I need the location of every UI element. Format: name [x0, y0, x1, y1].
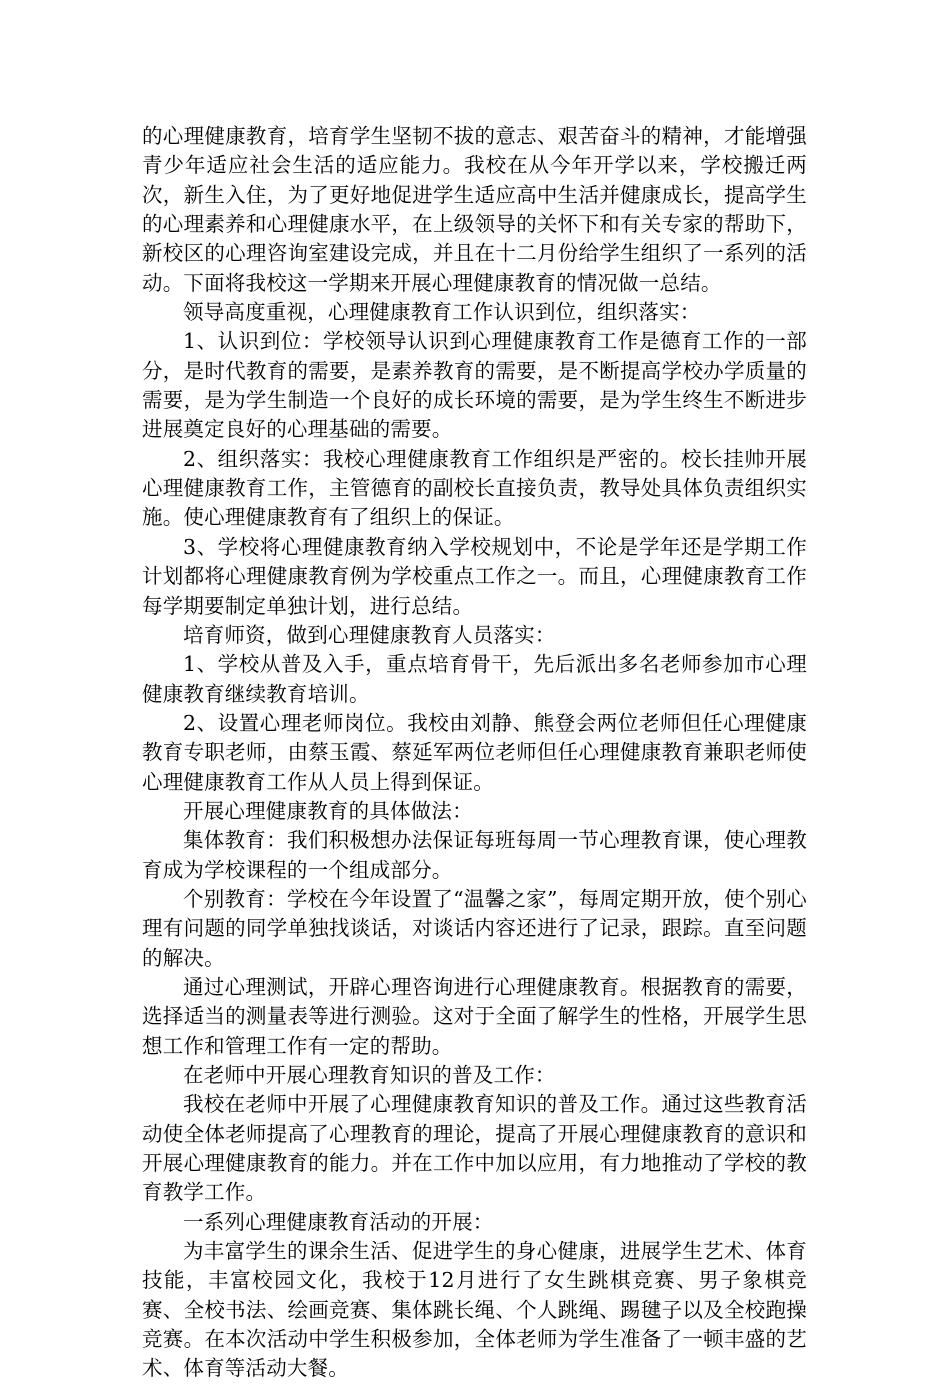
section-heading-activities: 一系列心理健康教育活动的开展：	[183, 1209, 494, 1234]
section-heading-leadership: 领导高度重视，心理健康教育工作认识到位，组织落实：	[183, 300, 701, 325]
section-heading-teacher-knowledge: 在老师中开展心理教育知识的普及工作：	[183, 1063, 556, 1087]
paragraph-training: 1、学校从普及入手，重点培育骨干，先后派出多名老师参加市心理健康教育继续教育培训。	[142, 652, 807, 706]
paragraph-planning: 3、学校将心理健康教育纳入学校规划中，不论是学年还是学期工作计划都将心理健康教育例为学校重点工作之一。而且，心理健康教育工作每学期要制定单独计划，进行总结。	[142, 534, 807, 618]
paragraph-individual-education: 个别教育：学校在今年设置了“温馨之家”，每周定期开放，使个别心理有问题的同学单独找谈话，对谈话内容还进行了记录，跟踪。直至问题的解决。	[142, 886, 807, 970]
document-body	[142, 122, 807, 1384]
section-heading-teachers: 培育师资，做到心理健康教育人员落实：	[183, 622, 556, 647]
paragraph-awareness: 1、认识到位：学校领导认识到心理健康教育工作是德育工作的一部分，是时代教育的需要，是素养教育的需要，是不断提高学校办学质量的需要，是为学生制造一个良好的成长环境的需要，是为学生终生不断进步进展奠定良好的心理基础的需要。	[142, 329, 807, 442]
paragraph-positions: 2、设置心理老师岗位。我校由刘静、熊登会两位老师但任心理健康教育专职老师，由蔡玉霞、蔡延军两位老师但任心理健康教育兼职老师使心理健康教育工作从人员上得到保证。	[142, 710, 807, 794]
paragraph-activities: 为丰富学生的课余生活、促进学生的身心健康，进展学生艺术、体育技能，丰富校园文化，我校于12月进行了女生跳棋竞赛、男子象棋竞赛、全校书法、绘画竞赛、集体跳长绳、个人跳绳、踢毽子以及全校跑操竞赛。在本次活动中学生积极参加，全体老师为学生准备了一顿丰盛的艺术、体育等活动大餐。	[142, 1239, 807, 1381]
paragraph-teacher-knowledge: 我校在老师中开展了心理健康教育知识的普及工作。通过这些教育活动使全体老师提高了心理教育的理论，提高了开展心理健康教育的意识和开展心理健康教育的能力。并在工作中加以应用，有力地推动了学校的教育教学工作。	[142, 1092, 807, 1205]
paragraph-intro: 的心理健康教育，培育学生坚韧不拔的意志、艰苦奋斗的精神，才能增强青少年适应社会生活的适应能力。我校在从今年开学以来，学校搬迁两次，新生入住，为了更好地促进学生适应高中生活并健康成长，提高学生的心理素养和心理健康水平，在上级领导的关怀下和有关专家的帮助下，新校区的心理咨询室建设完成，并且在十二月份给学生组织了一系列的活动。下面将我校这一学期来开展心理健康教育的情况做一总结。	[142, 124, 807, 295]
section-heading-methods: 开展心理健康教育的具体做法：	[183, 798, 473, 823]
paragraph-testing: 通过心理测试，开辟心理咨询进行心理健康教育。根据教育的需要，选择适当的测量表等进行测验。这对于全面了解学生的性格，开展学生思想工作和管理工作有一定的帮助。	[142, 974, 807, 1058]
paragraph-group-education: 集体教育：我们积极想办法保证每班每周一节心理教育课，使心理教育成为学校课程的一个组成部分。	[142, 828, 807, 882]
paragraph-organization: 2、组织落实：我校心理健康教育工作组织是严密的。校长挂帅开展心理健康教育工作，主管德育的副校长直接负责，教导处具体负责组织实施。使心理健康教育有了组织上的保证。	[142, 446, 807, 530]
